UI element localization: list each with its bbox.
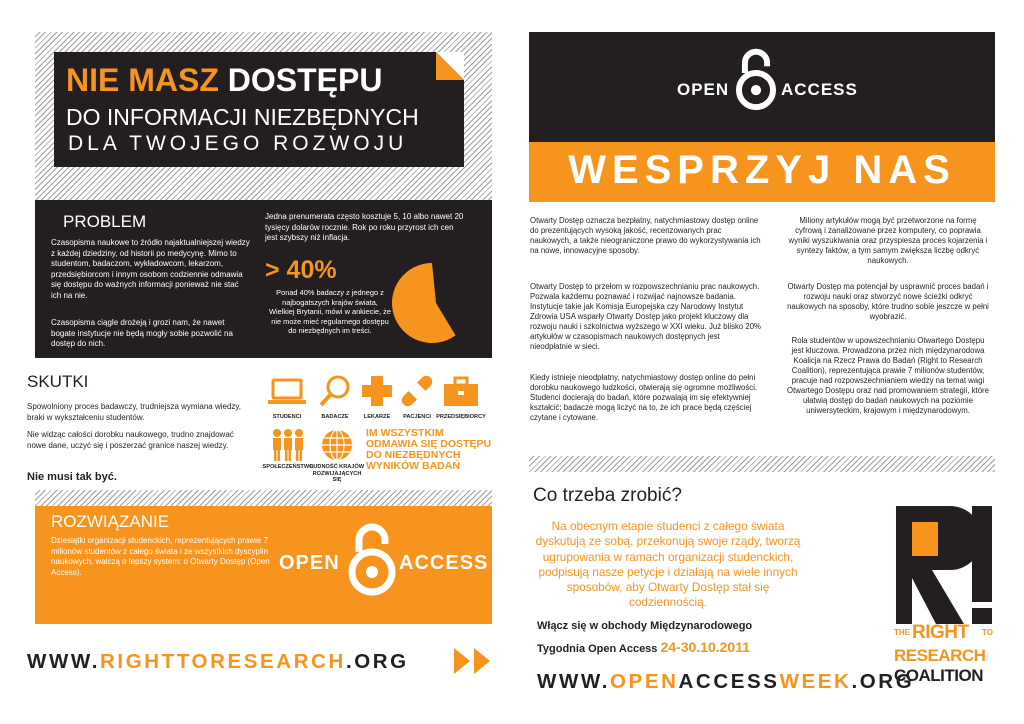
logo-word-research: RESEARCH [894,646,986,665]
url-part-open: OPEN [610,670,679,693]
todo-title: Co trzeba zrobić? [533,485,682,506]
join-line-1: Włącz się w obchody Międzynarodowego [537,620,753,632]
icon-label-society: SPOŁECZEŃSTWO [262,464,314,470]
globe-icon [320,428,354,462]
open-lock-icon [345,522,399,596]
left-website-url[interactable] [27,650,409,674]
solution-paragraph: Dziesiątki organizacji studenckich, reprezentujących prawie 7 milionów studentów z całego świata i ze wszystkich dyscyplin naukowych, walczą o lepszy system: o Otwarty Dostęp (Open Access). [51,536,270,577]
icon-label-developing-countries: LUDNOŚĆ KRAJÓW ROZWIJAJĄCYCH SIĘ [309,464,365,483]
problem-paragraph-3: Jedna prenumerata często kosztuje 5, 10 albo nawet 20 tysięcy dolarów rocznie. Rok po roku przyrost ich cen jest szybszy niż inflacja. [265,212,464,242]
support-title: WESPRZYJ NAS [568,148,956,192]
problem-paragraph-2: Czasopisma ciągle drożeją i grozi nam, że nawet bogate instytucje nie będą mogły sobie pozwolić na dostęp do nich. [51,318,233,348]
logo-word-access: ACCESS [781,80,858,99]
url-part-access: ACCESS [678,670,780,693]
body-paragraph-3: Kiedy istnieje nieodpłatny, natychmiastowy dostęp online do pełni dorobku naukowego ludzkości, otwierają się ogromne możliwości. Studenci docierają do badań, które pozwalają im się efektywniej kształcić; badacze mogą liczyć na to, że ich prace będą częściej czytane i cytowane. [530,373,758,422]
effects-paragraph-1: Spowolniony proces badawczy, trudniejsza wymiana wiedzy, braki w wykształceniu studentów. [27,402,242,422]
problem-title: PROBLEM [63,212,147,231]
problem-stat: > 40% [265,256,337,284]
medical-cross-icon [360,374,394,408]
logo-word-the: THE [894,628,910,637]
effects-tagline: Nie musi tak być. [27,471,117,483]
hatch-band-right [529,456,995,472]
double-arrow-icon [452,646,496,676]
icon-label-students: STUDENCI [272,414,302,420]
magnifier-icon [318,374,352,408]
headline-line-1 [66,62,382,99]
right-website-url[interactable] [537,670,914,694]
join-line-2 [537,639,750,655]
hatch-band-middle [35,490,492,506]
logo-word-access: ACCESS [399,552,489,574]
open-lock-icon [733,44,779,114]
logo-word-to: TO [982,628,993,637]
logo-word-coalition: COALITION [894,666,983,685]
problem-section [35,200,492,358]
body-paragraph-5: Otwarty Dostęp ma potencjał by usprawnić proces badań i rozwoju nauki oraz stworzyć nowe ścieżki odkryć naukowych na sposoby, które trudno sobie jeszcze w pełni wyobrazić. [787,282,989,321]
url-part-www: WWW. [27,650,101,673]
url-part-tld: .ORG [345,650,409,673]
todo-paragraph: Na obecnym etapie studenci z całego świata dyskutują ze sobą, przekonują swoje rządy, tworzą ugrupowania w ramach organizacji studenckich, podpisują nasze petycje i działają na wiele innych sposobów, aby Otwarty Dostęp stał się codziennością. [535,519,801,610]
people-icon [270,428,306,462]
open-access-header [529,32,995,142]
logo-word-right: RIGHT [912,622,969,643]
body-paragraph-2: Otwarty Dostęp to przełom w rozpowszechnianiu prac naukowych. Pozwala każdemu poznawać i rozwijać najnowsze badania. Instytucje takie jak Komisja Europejska czy Narodowy Instytut Zdrowia USA wsparły Otwarty Dostęp jako projekt kluczowy dla rozwoju nauki i szkolnictwa wyższego w XXI wieku. Już blisko 20% artykułów w czasopismach naukowych dostępnych jest nieodpłatnie w sieci. [530,282,761,351]
icon-label-doctors: LEKARZE [363,414,391,420]
body-paragraph-4: Miliony artykułów mogą być przetworzone na formę cyfrową i zanalizowane przez komputery, co poprawia wyniki wyszukiwania oraz przyspiesza proces kojarzenia i syntezy faktów, a tym samym zwiększa liczbę odkryć naukowych. [788,216,988,265]
icon-label-patients: PACJENCI [403,414,431,420]
url-part-www: WWW. [537,670,611,693]
headline-line-3: DLA TWOJEGO ROZWOJU [68,132,408,155]
icon-label-researchers: BADACZE [321,414,349,420]
logo-word-open: OPEN [677,80,730,99]
solution-title: ROZWIĄZANIE [51,512,170,531]
briefcase-icon [442,376,480,408]
logo-word-open: OPEN [279,552,340,574]
join-date: 24-30.10.2011 [660,639,751,655]
effects-title: SKUTKI [27,372,89,391]
open-access-logo-header [659,40,869,140]
support-banner [529,142,995,202]
problem-paragraph-1: Czasopisma naukowe to źródło najaktualniejszej wiedzy z każdej dziedziny, od historii po medycynę. Mimo to studentom, badaczom, wykładowcom, lekarzom, przedsiębiorcom i innym osobom codziennie odmawia się dostępu do ważnych informacji ponieważ nie stać ich na nie. [51,238,250,300]
solution-section [35,506,492,624]
headline-box [54,52,464,167]
body-paragraph-1: Otwarty Dostęp oznacza bezpłatny, natychmiastowy dostęp online do prezentujących wysoką jakość, recenzowanych prac naukowych, a także nieograniczone prawo do wykorzystywania ich na nowe, innowacyjne sposoby. [530,216,761,255]
laptop-icon [267,377,307,407]
url-part-tld: .ORG [851,670,915,693]
pie-chart-icon [389,260,475,346]
icon-label-entrepreneurs: PRZEDSIĘBIORCY [436,414,486,420]
url-part-domain: RIGHTTORESEARCH [100,650,346,673]
body-paragraph-6: Rola studentów w upowszechnianiu Otwartego Dostępu jest kluczowa. Prowadzona przez nich międzynarodowa Koalicja na Rzecz Prawa do Badań (Right to Research Coalition), reprezentująca prawie 7 milionów studentów, pracuje nad rozpowszechnianiem wiedzy na temat wagi Otwartego Dostępu oraz nad promowaniem strategii, które ułatwią dostęp do badań naukowych na poziomie uniwersyteckim, krajowym i międzynarodowym. [787,336,989,415]
bandage-icon [400,374,434,408]
join-event-name: Tygodnia Open Access [537,643,658,655]
effects-highlight: IM WSZYSTKIM ODMAWIA SIĘ DOSTĘPU DO NIEZBĘDNYCH WYNIKÓW BADAŃ [366,427,492,472]
headline-highlight: NIE MASZ [66,62,219,98]
open-access-logo [275,516,489,616]
headline-word: DOSTĘPU [227,62,383,98]
right-to-research-coalition-logo [892,500,1002,692]
url-part-week: WEEK [779,670,852,693]
effects-paragraph-2: Nie widząc całości dorobku naukowego, trudno znajdować nowe dane, uczyć się i poszerzać granice naszej wiedzy. [27,430,234,450]
coalition-r-mark-icon [892,500,1002,626]
headline-line-2: DO INFORMACJI NIEZBĘDNYCH [66,104,419,130]
problem-paragraph-4: Ponad 40% badaczy z jednego z najbogatszych krajów świata, Wielkiej Brytanii, mówi w ankiecie, że nie może mieć regularnego dostępu do niezbędnych im treści. [269,288,391,335]
